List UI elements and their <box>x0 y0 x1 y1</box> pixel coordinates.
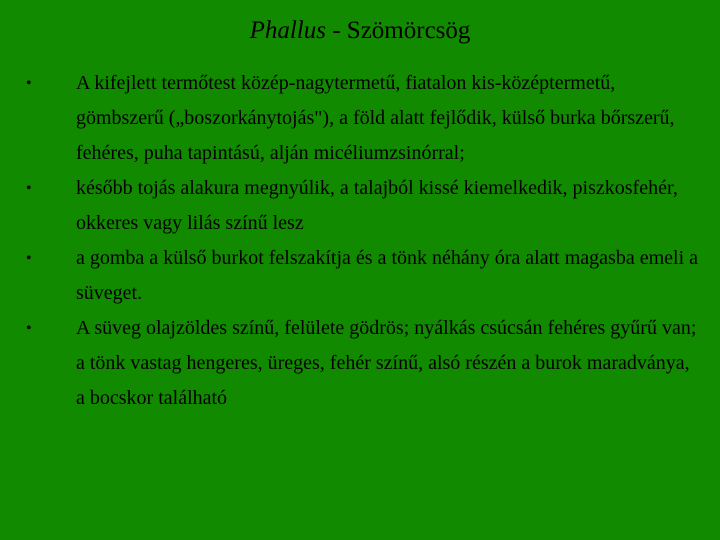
bullet-icon: • <box>26 250 32 267</box>
bullet-icon: • <box>26 320 32 337</box>
slide-title <box>0 14 720 48</box>
bullet-list <box>21 66 701 416</box>
bullet-item <box>21 171 701 241</box>
bullet-item <box>21 241 701 311</box>
bullet-text: később tojás alakura megnyúlik, a talajból kissé kiemelkedik, piszkosfehér, okkeres vagy lilás színű lesz <box>76 177 678 234</box>
bullet-icon: • <box>26 75 32 92</box>
bullet-icon: • <box>26 180 32 197</box>
title-genus: Phallus <box>249 17 326 44</box>
bullet-item <box>21 311 701 416</box>
bullet-text: A süveg olajzöldes színű, felülete gödrös; nyálkás csúcsán fehéres gyűrű van; a tönk vastag hengeres, üreges, fehér színű, alsó részén a burok maradványa, a bocskor található <box>76 317 697 409</box>
title-common-name: - Szömörcsög <box>325 17 471 44</box>
bullet-item <box>21 66 701 171</box>
bullet-text: a gomba a külső burkot felszakítja és a tönk néhány óra alatt magasba emeli a süveget. <box>76 247 699 304</box>
bullet-text: A kifejlett termőtest közép-nagytermetű, fiatalon kis-középtermetű, gömbszerű („boszorkánytojás"), a föld alatt fejlődik, külső burka bőrszerű, fehéres, puha tapintású, alján micéliumzsinórral; <box>76 72 675 164</box>
